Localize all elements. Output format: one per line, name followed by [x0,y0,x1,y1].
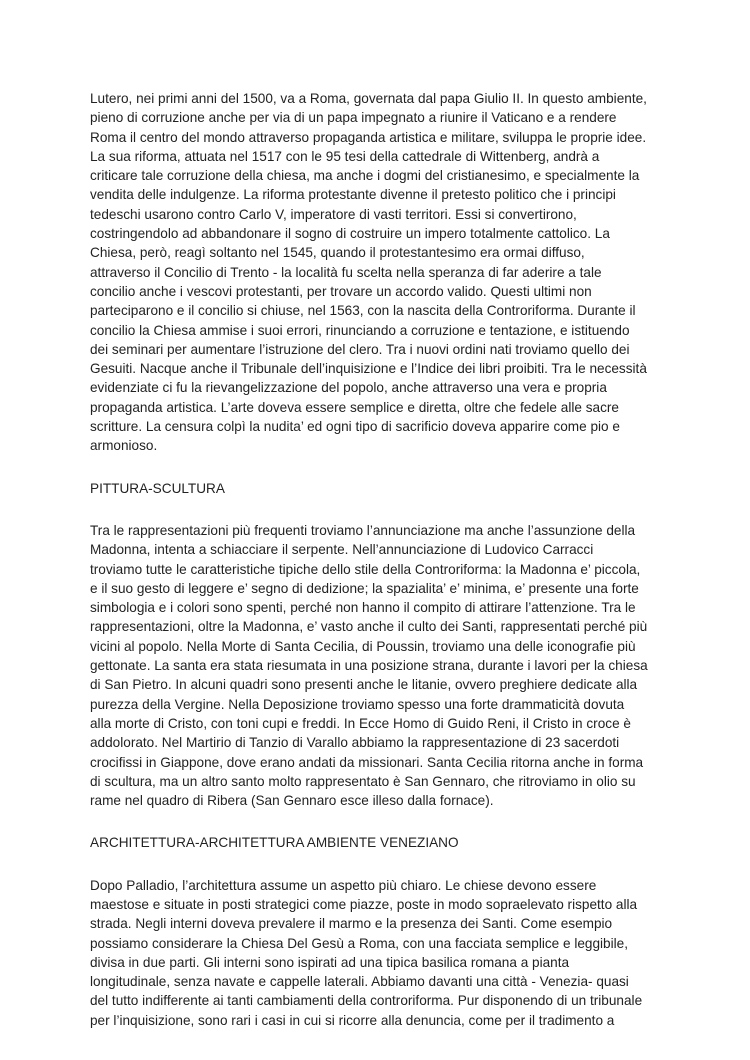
text-line: evidenziate ci fu la rievangelizzazione del popolo, anche attraverso una vera e propria [90,380,607,396]
text-line: troviamo tutte le caratteristiche tipiche dello stile della Controriforma: la Madonna e’ piccola, [90,561,641,577]
section-heading-pittura-scultura: PITTURA-SCULTURA [90,480,225,496]
text-line: di San Pietro. In alcuni quadri sono presenti anche le litanie, ovvero preghiere dedicate alla [90,677,638,693]
text-line: criticare tale corruzione della chiesa, ma anche i dogmi del cristianesimo, e specialmente la [90,168,640,184]
paragraph-spacer [90,498,680,521]
section-heading-architettura: ARCHITETTURA-ARCHITETTURA AMBIENTE VENEZIANO [90,835,459,851]
paragraph-pittura-scultura [90,521,680,810]
text-line: gettonate. La santa era stata riesumata in una posizione strana, durante i lavori per la chiesa [90,658,648,674]
text-line: tedeschi usarono contro Carlo V, imperatore di vasti territori. Essi si convertirono, [90,206,577,222]
text-line: parteciparono e il concilio si chiuse, nel 1563, con la nascita della Controriforma. Durante il [90,303,636,319]
text-line: armonioso. [90,438,158,454]
text-line: rappresentazioni, oltre la Madonna, e’ vasto anche il culto dei Santi, rappresentati perché più [90,619,648,635]
text-line: dei seminari per aumentare l’istruzione del clero. Tra i nuovi ordini nati troviamo quello dei [90,341,630,357]
text-line: rame nel quadro di Ribera (San Gennaro esce illeso dalla fornace). [90,793,494,809]
paragraph-spacer [90,853,680,876]
text-line: costringendolo ad abbandonare il sogno di costruire un impero totalmente cattolico. La [90,226,610,242]
text-line: per l’inquisizione, sono rari i casi in cui si ricorre alla denuncia, come per il tradimento a [90,1012,615,1028]
text-line: del tutto indifferente ai tanti cambiamenti della controriforma. Pur disponendo di un tribunale [90,993,643,1009]
text-line: longitudinale, senza navate e cappelle laterali. Abbiamo davanti una città - Venezia- quasi [90,974,629,990]
text-line: vicini al popolo. Nella Morte di Santa Cecilia, di Poussin, troviamo una delle iconografie più [90,638,636,654]
text-line: vendita delle indulgenze. La riforma protestante divenne il pretesto politico che i principi [90,187,616,203]
text-line: e il suo gesto di leggere e’ segno di dedizione; la spazialita’ e’ minima, e’ presente una forte [90,580,639,596]
paragraph-controriforma [90,89,680,456]
text-line: Roma il centro del mondo attraverso propaganda artistica e militare, sviluppa le proprie idee. [90,129,647,145]
text-line: Lutero, nei primi anni del 1500, va a Roma, governata dal papa Giulio II. In questo ambiente, [90,91,647,106]
text-line: Tra le rappresentazioni più frequenti troviamo l’annunciazione ma anche l’assunzione della [90,522,636,538]
paragraph-architettura [90,876,680,1030]
text-line: concilio anche i vescovi protestanti, per trovare un accordo valido. Questi ultimi non [90,283,592,299]
text-line: addolorato. Nel Martirio di Tanzio di Varallo abbiamo la rappresentazione di 23 sacerdoti [90,735,620,751]
text-line: purezza della Vergine. Nella Deposizione troviamo spesso una forte drammaticità dovuta [90,696,625,712]
text-line: maestose e situate in posti strategici come piazze, poste in modo sopraelevato rispetto alla [90,896,638,912]
text-line: Madonna, intenta a schiacciare il serpente. Nell’annunciazione di Ludovico Carracci [90,542,594,558]
text-line: Gesuiti. Nacque anche il Tribunale dell’inquisizione e l’Indice dei libri proibiti. Tra le necessità [90,361,647,377]
text-line: pieno di corruzione anche per via di un papa impegnato a riunire il Vaticano e a rendere [90,110,617,126]
text-line: possiamo considerare la Chiesa Del Gesù a Roma, con una facciata semplice e leggibile, [90,935,628,951]
paragraph-spacer [90,810,680,833]
text-line: La sua riforma, attuata nel 1517 con le 95 tesi della cattedrale di Wittenberg, andrà a [90,148,600,164]
text-line: propaganda artistica. L’arte doveva essere semplice e diretta, oltre che fedele alle sacre [90,399,619,415]
text-line: scritture. La censura colpì la nudita’ ed ogni tipo di sacrificio doveva apparire come pio e [90,419,620,435]
document-body [90,89,680,1030]
text-line: Dopo Palladio, l’architettura assume un aspetto più chiaro. Le chiese devono essere [90,877,597,893]
paragraph-spacer [90,456,680,479]
text-line: di scultura, ma un altro santo molto rappresentato è San Gennaro, che ritroviamo in olio su [90,773,636,789]
text-line: alla morte di Cristo, con toni cupi e freddi. In Ecce Homo di Guido Reni, il Cristo in croce è [90,715,631,731]
text-line: crocifissi in Giappone, dove erano andati da missionari. Santa Cecilia ritorna anche in forma [90,754,644,770]
text-line: strada. Negli interni doveva prevalere il marmo e la presenza dei Santi. Come esempio [90,916,613,932]
text-line: divisa in due parti. Gli interni sono ispirati ad una tipica basilica romana a pianta [90,954,570,970]
text-line: Chiesa, però, reagì soltanto nel 1545, quando il protestantesimo era ormai diffuso, [90,245,585,261]
text-line: attraverso il Concilio di Trento - la località fu scelta nella speranza di far aderire a tale [90,264,602,280]
text-line: simbologia e i colori sono spenti, perché non hanno il compito di attirare l’attenzione. Tra le [90,600,636,616]
text-line: concilio la Chiesa ammise i suoi errori, rinunciando a corruzione e tentazione, e istituendo [90,322,630,338]
